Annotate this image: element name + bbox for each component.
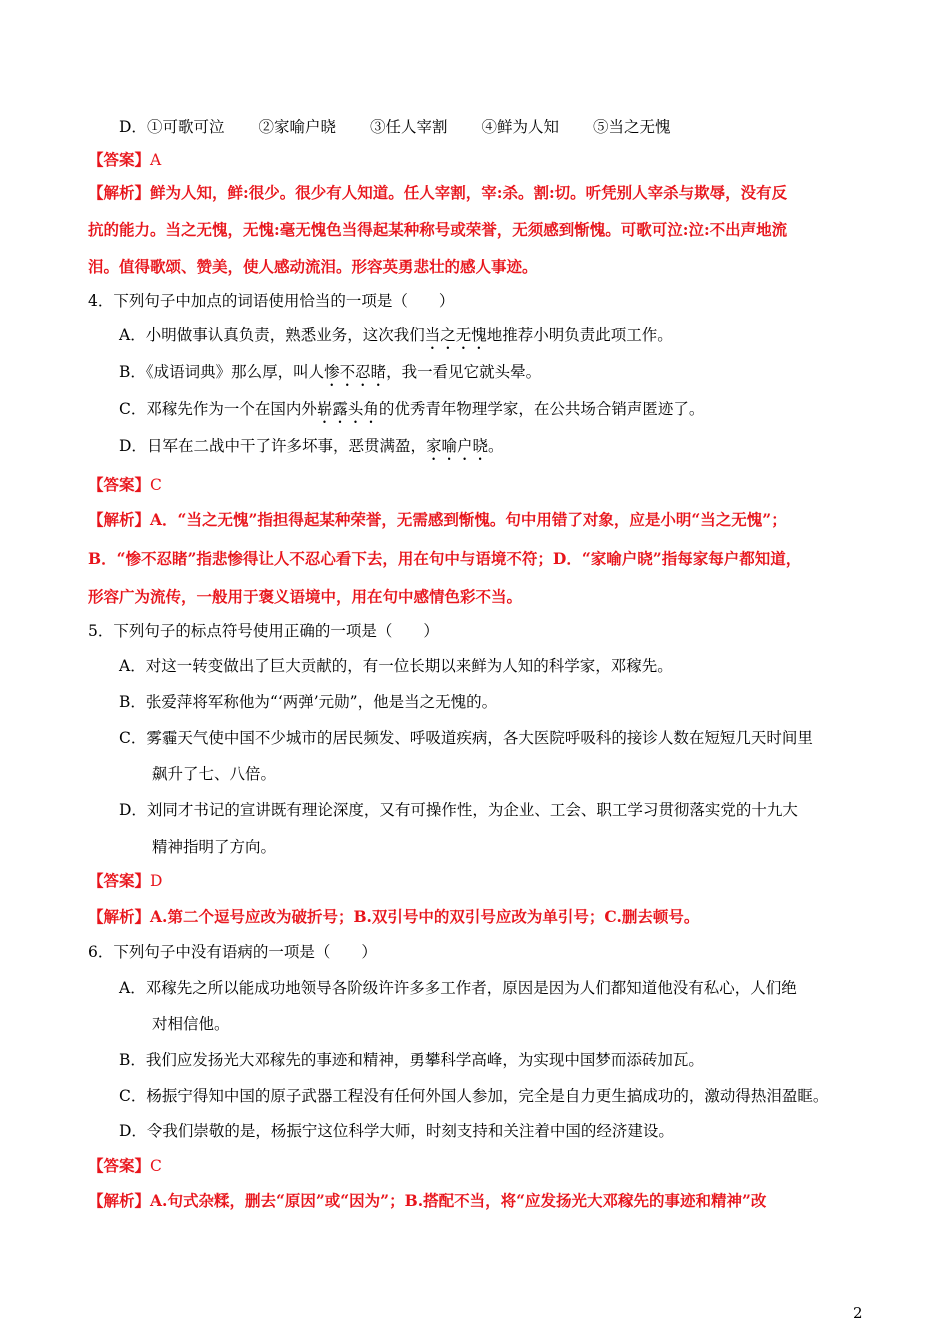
q4-stem: 4．下列句子中加点的词语使用恰当的一项是（ ）: [88, 292, 455, 310]
q3-analysis-line-2: 抗的能力。当之无愧，无愧:毫无愧色当得起某种称号或荣誉，无须感到惭愧。可歌可泣:泣:不出声地流: [88, 220, 788, 239]
q6-stem: 6．下列句子中没有语病的一项是（ ）: [88, 943, 377, 961]
q5-analysis: 【解析】A.第二个逗号应改为破折号；B.双引号中的双引号应改为单引号；C.删去顿号。: [88, 907, 700, 926]
q3-option-d: D．①可歌可泣 ②家喻户晓 ③任人宰割 ④鲜为人知 ⑤当之无愧: [119, 118, 671, 136]
q5-option-c: C．雾霾天气使中国不少城市的居民频发、呼吸道疾病，各大医院呼吸科的接诊人数在短短几天时间里: [119, 729, 813, 747]
q6-answer: 【答案】C: [88, 1156, 162, 1175]
q3-answer: 【答案】A: [88, 150, 162, 169]
q4-option-a: A．小明做事认真负责，熟悉业务，这次我们当之无愧地推荐小明负责此项工作。: [119, 326, 673, 344]
q4-option-c: C．邓稼先作为一个在国内外崭露头角的优秀青年物理学家，在公共场合销声匿迹了。: [119, 400, 705, 418]
dotted-phrase: 崭露头角: [316, 400, 379, 418]
q6-analysis: 【解析】A.句式杂糅，删去“原因”或“因为”；B.搭配不当，将“应发扬光大邓稼先的事迹和精神”改: [88, 1191, 767, 1210]
q6-option-a-cont: 对相信他。: [152, 1015, 230, 1033]
q4-analysis-line-2: B．“惨不忍睹”指悲惨得让人不忍心看下去，用在句中与语境不符；D．“家喻户晓”指每家每户都知道，: [88, 549, 802, 568]
q5-option-b: B．张爱萍将军称他为“‘两弹’元勋”，他是当之无愧的。: [119, 693, 498, 711]
q5-stem: 5．下列句子的标点符号使用正确的一项是（ ）: [88, 622, 439, 640]
q6-option-a: A．邓稼先之所以能成功地领导各阶级许许多多工作者，原因是因为人们都知道他没有私心，人们绝: [119, 979, 797, 997]
q3-analysis-line-3: 泪。值得歌颂、赞美，使人感动流泪。形容英勇悲壮的感人事迹。: [88, 257, 538, 276]
q3-analysis-line-1: 【解析】鲜为人知，鲜:很少。很少有人知道。任人宰割，宰:杀。割:切。听凭别人宰杀与欺辱，没有反: [88, 183, 788, 202]
q4-analysis-line-1: 【解析】A．“当之无愧”指担得起某种荣誉，无需感到惭愧。句中用错了对象，应是小明“当之无愧”；: [88, 510, 787, 529]
page-number: 2: [853, 1304, 863, 1322]
dotted-phrase: 惨不忍睹: [324, 363, 387, 381]
q6-option-d: D．令我们崇敬的是，杨振宁这位科学大师，时刻支持和关注着中国的经济建设。: [119, 1122, 674, 1140]
q5-option-d-cont: 精神指明了方向。: [152, 838, 277, 856]
q5-option-a: A．对这一转变做出了巨大贡献的，有一位长期以来鲜为人知的科学家，邓稼先。: [119, 657, 673, 675]
q4-option-d: D．日军在二战中干了许多坏事，恶贯满盈，家喻户晓。: [119, 437, 504, 455]
dotted-phrase: 家喻户晓: [425, 437, 488, 455]
q4-answer: 【答案】C: [88, 475, 162, 494]
q5-option-c-cont: 飙升了七、八倍。: [152, 765, 277, 783]
q5-option-d: D．刘同才书记的宣讲既有理论深度，又有可操作性，为企业、工会、职工学习贯彻落实党的十九大: [119, 801, 798, 819]
q4-option-b: B．《成语词典》那么厚，叫人惨不忍睹，我一看见它就头晕。: [119, 363, 542, 381]
dotted-phrase: 当之无愧: [424, 326, 487, 344]
q6-option-b: B．我们应发扬光大邓稼先的事迹和精神，勇攀科学高峰，为实现中国梦而添砖加瓦。: [119, 1051, 704, 1069]
q4-analysis-line-3: 形容广为流传，一般用于褒义语境中，用在句中感情色彩不当。: [88, 587, 523, 606]
q6-option-c: C．杨振宁得知中国的原子武器工程没有任何外国人参加，完全是自力更生搞成功的，激动得热泪盈眶。: [119, 1087, 829, 1105]
q5-answer: 【答案】D: [88, 871, 163, 890]
